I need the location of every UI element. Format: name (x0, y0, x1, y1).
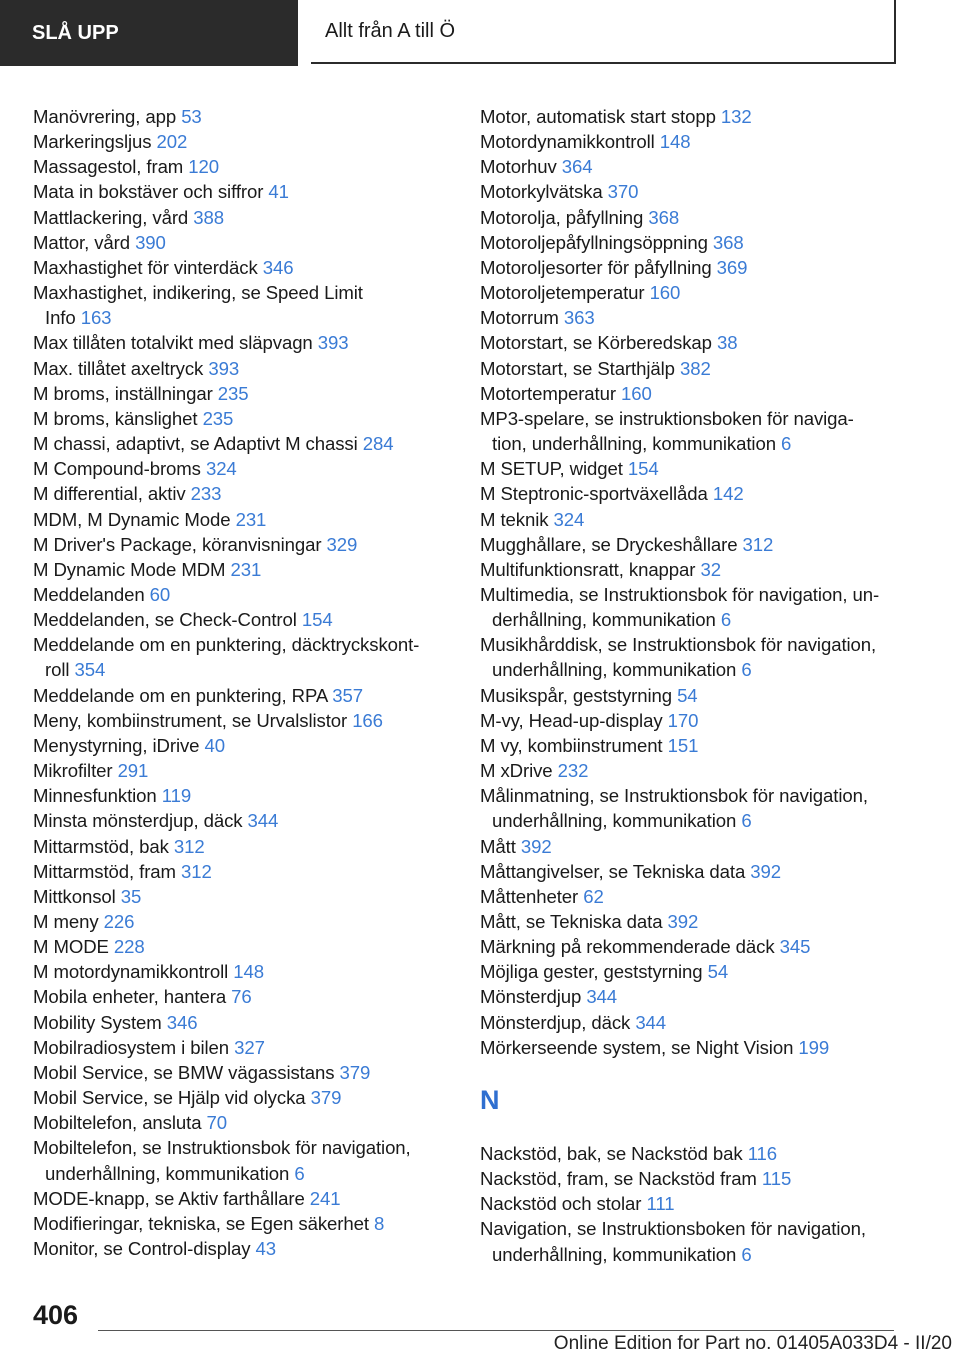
index-page-link[interactable]: 233 (190, 483, 222, 505)
index-group-n (480, 1141, 905, 1267)
index-entry (33, 1035, 463, 1060)
index-entry-text: Maxhastighet för vinterdäck (33, 256, 258, 278)
index-entry-continuation-text: Info (45, 307, 76, 329)
index-entry (480, 356, 905, 381)
index-entry-text: Mugghållare, se Dryckeshållare (480, 533, 738, 555)
index-entry (480, 154, 905, 179)
index-entry-text: Manövrering, app (33, 106, 177, 127)
index-entry-text: Nackstöd, fram, se Nackstöd fram (480, 1168, 757, 1190)
page-number: 406 (33, 1300, 79, 1330)
index-entry-text: Nackstöd och stolar (480, 1193, 642, 1215)
index-entry-text: MODE-knapp, se Aktiv farthållare (33, 1187, 305, 1209)
index-page-link[interactable]: 38 (716, 332, 738, 354)
index-entry-text: Navigation, se Instruktionsboken för navigation, (480, 1218, 866, 1240)
index-entry (33, 1186, 463, 1211)
index-page-link[interactable]: 6 (741, 659, 752, 681)
index-entry-text: M Compound-broms (33, 458, 201, 480)
index-group-m (480, 104, 905, 1060)
index-entry-text: M chassi, adaptivt, se Adaptivt M chassi (33, 433, 358, 455)
index-entry (480, 532, 905, 557)
index-entry-continuation (480, 808, 905, 833)
index-entry-text: Motoroljepåfyllningsöppning (480, 231, 708, 253)
index-page-link[interactable]: 329 (326, 533, 358, 555)
index-page-link[interactable]: 235 (217, 382, 249, 404)
index-entry-text: Motorhuv (480, 156, 557, 178)
index-page-link[interactable]: 327 (234, 1036, 265, 1058)
footer-edition: Online Edition for Part no. 01405A033D4 - II/20 (553, 1333, 952, 1354)
index-entry (480, 104, 905, 129)
index-page-link[interactable]: 393 (208, 357, 240, 379)
index-entry (480, 1035, 905, 1060)
index-entry (480, 1191, 905, 1216)
index-entry (33, 406, 463, 431)
index-entry (33, 129, 463, 154)
index-page-link[interactable]: 344 (247, 810, 279, 832)
index-page-link[interactable]: 119 (161, 785, 192, 807)
index-page-link[interactable]: 345 (779, 936, 811, 958)
index-page-link[interactable]: 154 (627, 458, 659, 480)
index-page-link[interactable]: 8 (374, 1212, 385, 1234)
index-entry-text: Meddelande om en punktering, däcktryckskont- (33, 634, 420, 656)
index-entry-text: M MODE (33, 936, 109, 958)
index-entry-continuation (480, 657, 905, 682)
index-entry (480, 1141, 905, 1166)
index-entry (33, 356, 463, 381)
index-entry-text: M broms, känslighet (33, 407, 198, 429)
index-entry-text: Motor, automatisk start stopp (480, 106, 716, 127)
index-entry (480, 859, 905, 884)
index-entry-text: Meddelanden (33, 583, 145, 605)
index-entry-text: Musikspår, geststyrning (480, 684, 672, 706)
index-page-link[interactable]: 226 (103, 911, 135, 932)
index-entry-text: Mattor, vård (33, 231, 130, 253)
index-page-link[interactable]: 142 (712, 483, 744, 505)
index-entry (33, 1211, 463, 1236)
index-entry (480, 1166, 905, 1191)
index-entry-continuation (33, 305, 463, 330)
index-entry-text: Mittarmstöd, bak (33, 835, 169, 857)
index-entry (33, 255, 463, 280)
index-entry-text: M vy, kombiinstrument (480, 734, 663, 756)
index-entry (480, 884, 905, 909)
index-entry-continuation (33, 657, 463, 682)
index-entry (480, 507, 905, 532)
index-entry-text: Motorrum (480, 307, 559, 329)
index-page-link[interactable]: 344 (635, 1011, 667, 1033)
index-entry (33, 1236, 463, 1261)
index-page-link[interactable]: 199 (798, 1036, 830, 1058)
index-entry (33, 783, 463, 808)
index-entry (480, 733, 905, 758)
index-entry-text: Motorstart, se Körberedskap (480, 332, 712, 354)
index-entry-text: Mikrofilter (33, 760, 113, 782)
index-entry-text: Meny, kombiinstrument, se Urvalslistor (33, 709, 348, 731)
index-entry-text: Mata in bokstäver och siffror (33, 181, 264, 203)
index-page-link[interactable]: 324 (205, 458, 237, 480)
index-entry-continuation-text: tion, underhållning, kommunikation (492, 433, 776, 455)
index-entry (33, 1110, 463, 1135)
index-entry-continuation-text: underhållning, kommunikation (492, 1243, 737, 1265)
index-entry-text: M meny (33, 911, 99, 932)
index-page-link[interactable]: 6 (741, 810, 752, 832)
index-entry (33, 834, 463, 859)
index-entry (480, 934, 905, 959)
index-entry-text: Multifunktionsratt, knappar (480, 558, 696, 580)
index-page-link[interactable]: 70 (206, 1112, 228, 1134)
index-page-link[interactable]: 344 (586, 986, 618, 1008)
index-entry-text: Monitor, se Control-display (33, 1238, 251, 1260)
index-page-link[interactable]: 379 (310, 1087, 342, 1109)
index-page-link[interactable]: 115 (761, 1168, 792, 1190)
index-entry-text: Minsta mönsterdjup, däck (33, 810, 243, 832)
index-entry-text: Massagestol, fram (33, 156, 184, 178)
index-page-link[interactable]: 6 (741, 1243, 752, 1265)
index-entry (33, 431, 463, 456)
index-entry-continuation (480, 1242, 905, 1267)
index-entry (33, 205, 463, 230)
index-entry-text: Mobil Service, se Hjälp vid olycka (33, 1087, 306, 1109)
index-page-link[interactable]: 390 (135, 231, 166, 253)
index-entry (33, 1085, 463, 1110)
index-entry-text: Måttangivelser, se Tekniska data (480, 860, 746, 882)
index-entry (33, 1135, 463, 1185)
index-page-link[interactable]: 76 (231, 986, 252, 1008)
index-page-link[interactable]: 111 (646, 1193, 675, 1215)
index-entry (33, 708, 463, 733)
index-entry-text: Mobiltelefon, se Instruktionsbok för navigation, (33, 1137, 411, 1159)
index-entry (480, 406, 905, 456)
index-entry-continuation-text: underhållning, kommunikation (492, 810, 737, 832)
index-page-link[interactable]: 148 (233, 961, 264, 983)
index-entry (480, 909, 905, 934)
index-entry-text: Multimedia, se Instruktionsbok för navigation, un- (480, 583, 880, 605)
index-entry (33, 607, 463, 632)
index-entry (480, 280, 905, 305)
index-entry (33, 532, 463, 557)
index-entry (33, 632, 463, 682)
index-page-link[interactable]: 392 (667, 911, 699, 932)
index-entry (33, 959, 463, 984)
index-page-link[interactable]: 32 (700, 558, 721, 580)
index-entry-text: Mobility System (33, 1011, 162, 1033)
index-entry-text: Mobila enheter, hantera (33, 986, 227, 1008)
index-entry-text: Mittarmstöd, fram (33, 860, 176, 882)
index-page-link[interactable]: 132 (720, 106, 752, 127)
index-entry (33, 280, 463, 330)
index-entry-text: M-vy, Head-up-display (480, 709, 663, 731)
index-entry (33, 230, 463, 255)
index-page-link[interactable]: 40 (204, 734, 225, 756)
index-entry (33, 984, 463, 1009)
footer-divider (98, 1330, 894, 1331)
chapter-title-label: Allt från A till Ö (325, 19, 456, 42)
index-entry-text: Motoroljesorter för påfyllning (480, 256, 712, 278)
index-entry-text: M Dynamic Mode MDM (33, 558, 226, 580)
index-entry (33, 733, 463, 758)
index-entry (33, 582, 463, 607)
index-page-link[interactable]: 6 (294, 1162, 305, 1184)
index-page-link[interactable]: 166 (352, 709, 383, 731)
index-entry (480, 582, 905, 632)
index-page-link[interactable]: 160 (621, 382, 652, 404)
index-page-link[interactable]: 54 (707, 961, 729, 983)
index-entry (33, 909, 463, 934)
index-entry-continuation (33, 1161, 463, 1186)
index-page-link[interactable]: 368 (712, 231, 744, 253)
index-entry-text: Motorstart, se Starthjälp (480, 357, 675, 379)
index-entry (480, 255, 905, 280)
index-entry-continuation-text: roll (45, 659, 70, 681)
index-entry-text: Mönsterdjup (480, 986, 582, 1008)
index-entry (33, 104, 463, 129)
index-entry-text: Motorkylvätska (480, 181, 603, 203)
index-entry (480, 205, 905, 230)
index-entry (33, 808, 463, 833)
index-page-link[interactable]: 312 (173, 835, 205, 857)
index-entry (33, 1010, 463, 1035)
index-entry-text: Meddelande om en punktering, RPA (33, 684, 328, 706)
index-entry-continuation-text: underhållning, kommunikation (492, 659, 737, 681)
index-entry-continuation (480, 431, 905, 456)
index-entry-text: Menystyrning, iDrive (33, 734, 200, 756)
index-entry (480, 179, 905, 204)
index-entry-continuation-text: underhållning, kommunikation (45, 1162, 290, 1184)
index-entry-text: Måttenheter (480, 885, 579, 907)
index-entry-text: Mått, se Tekniska data (480, 911, 663, 932)
index-page-link[interactable]: 116 (747, 1142, 778, 1164)
index-page-link[interactable]: 393 (317, 332, 349, 354)
chapter-title (311, 0, 896, 64)
index-page-link[interactable]: 312 (742, 533, 774, 555)
index-page-link[interactable]: 357 (332, 684, 363, 706)
index-entry (33, 456, 463, 481)
index-page-link[interactable]: 170 (667, 709, 699, 731)
index-entry-text: Max tillåten totalvikt med släpvagn (33, 332, 313, 354)
index-entry-text: M broms, inställningar (33, 382, 213, 404)
index-page-link[interactable]: 163 (80, 307, 112, 329)
index-page-link[interactable]: 60 (149, 583, 171, 605)
index-entry-text: M Driver's Package, köranvisningar (33, 533, 322, 555)
index-entry-text: Markeringsljus (33, 131, 152, 153)
index-entry-text: Möjliga gester, geststyrning (480, 961, 703, 983)
index-entry (33, 179, 463, 204)
index-page-link[interactable]: 202 (156, 131, 188, 153)
index-page-link[interactable]: 346 (166, 1011, 198, 1033)
index-entry (480, 783, 905, 833)
index-entry (480, 959, 905, 984)
index-entry-text: Motordynamikkontroll (480, 131, 655, 153)
index-column-left (33, 104, 463, 1261)
index-entry (480, 456, 905, 481)
index-page-link[interactable]: 41 (268, 181, 289, 203)
index-entry-text: Musikhårddisk, se Instruktionsbok för navigation, (480, 634, 877, 656)
index-page-link[interactable]: 291 (117, 760, 149, 782)
index-entry (480, 708, 905, 733)
index-entry-text: Motortemperatur (480, 382, 616, 404)
index-entry-text: M differential, aktiv (33, 483, 186, 505)
index-page-link[interactable]: 54 (677, 684, 698, 706)
index-entry (480, 632, 905, 682)
index-entry (33, 859, 463, 884)
index-entry-text: Mobilradiosystem i bilen (33, 1036, 230, 1058)
index-entry-text: Mobiltelefon, ansluta (33, 1112, 202, 1134)
index-page-link[interactable]: 324 (553, 508, 585, 530)
index-entry (480, 683, 905, 708)
index-page-link[interactable]: 312 (181, 860, 212, 882)
index-page-link[interactable]: 120 (188, 156, 220, 178)
index-page-link[interactable]: 284 (362, 433, 394, 455)
index-page-link[interactable]: 379 (339, 1061, 371, 1083)
index-page-link[interactable]: 6 (781, 433, 792, 455)
index-page-link[interactable]: 53 (181, 106, 202, 127)
index-column-right (480, 104, 905, 1267)
index-entry-continuation (480, 607, 905, 632)
index-entry-continuation-text: derhållning, kommunikation (492, 609, 716, 631)
index-page-link[interactable]: 6 (720, 609, 732, 631)
index-entry (33, 884, 463, 909)
index-page-link[interactable]: 346 (262, 256, 294, 278)
index-entry (33, 330, 463, 355)
index-page-link[interactable]: 392 (750, 860, 781, 882)
index-page-link[interactable]: 148 (659, 131, 691, 153)
index-entry (480, 758, 905, 783)
index-page-link[interactable]: 43 (255, 1238, 276, 1260)
section-letter-n: N (480, 1084, 500, 1115)
index-page-link[interactable]: 392 (520, 835, 552, 857)
index-page-link[interactable]: 364 (561, 156, 593, 178)
index-entry (33, 154, 463, 179)
index-entry-text: Mobil Service, se BMW vägassistans (33, 1061, 335, 1083)
index-entry (480, 230, 905, 255)
index-page-link[interactable]: 382 (679, 357, 711, 379)
index-entry-text: Nackstöd, bak, se Nackstöd bak (480, 1142, 743, 1164)
index-entry (33, 758, 463, 783)
index-entry-text: Motorolja, påfyllning (480, 206, 644, 228)
index-entry (480, 1010, 905, 1035)
index-page-link[interactable]: 370 (607, 181, 639, 203)
index-entry-text: Motoroljetemperatur (480, 282, 645, 304)
index-entry (480, 557, 905, 582)
index-page-link[interactable]: 154 (301, 609, 333, 631)
index-entry-text: Modifieringar, tekniska, se Egen säkerhet (33, 1212, 369, 1234)
index-page-link[interactable]: 62 (583, 885, 604, 907)
index-entry-text: Mörkerseende system, se Night Vision (480, 1036, 794, 1058)
index-entry-text: Minnesfunktion (33, 785, 157, 807)
index-entry (33, 381, 463, 406)
index-entry (480, 129, 905, 154)
index-entry (480, 381, 905, 406)
index-entry-text: Märkning på rekommenderade däck (480, 936, 775, 958)
index-page-link[interactable]: 160 (649, 282, 681, 304)
index-entry-text: Meddelanden, se Check-Control (33, 609, 297, 631)
index-page-link[interactable]: 363 (563, 307, 595, 329)
index-entry-text: MP3-spelare, se instruktionsboken för naviga- (480, 407, 854, 429)
index-entry-text: M motordynamikkontroll (33, 961, 229, 983)
index-page-link[interactable]: 388 (193, 206, 224, 228)
index-entry-text: M xDrive (480, 760, 553, 782)
index-entry (480, 834, 905, 859)
index-entry (480, 1216, 905, 1266)
index-entry-text: Mattlackering, vård (33, 206, 189, 228)
index-entry-text: M SETUP, widget (480, 458, 623, 480)
index-page-link[interactable]: 232 (557, 760, 589, 782)
index-page-link[interactable]: 368 (648, 206, 680, 228)
index-entry (480, 305, 905, 330)
index-entry-text: MDM, M Dynamic Mode (33, 508, 231, 530)
index-entry-text: Mönsterdjup, däck (480, 1011, 631, 1033)
index-entry (480, 330, 905, 355)
index-entry-text: Max. tillåtet axeltryck (33, 357, 204, 379)
index-entry-text: Målinmatning, se Instruktionsbok för navigation, (480, 785, 868, 807)
index-entry (480, 984, 905, 1009)
page-header (0, 0, 960, 66)
index-page-link[interactable]: 231 (230, 558, 262, 580)
index-entry-text: Mått (480, 835, 516, 857)
index-page-link[interactable]: 235 (202, 407, 234, 429)
index-entry-text: Mittkonsol (33, 885, 116, 907)
index-page-link[interactable]: 354 (74, 659, 106, 681)
index-entry (33, 507, 463, 532)
index-entry (33, 481, 463, 506)
index-entry-text: M Steptronic-sportväxellåda (480, 483, 708, 505)
index-page-link[interactable]: 231 (235, 508, 267, 530)
index-entry-text: M teknik (480, 508, 549, 530)
index-page-link[interactable]: 228 (113, 936, 145, 958)
index-page-link[interactable]: 35 (120, 885, 142, 907)
index-entry (480, 481, 905, 506)
index-page-link[interactable]: 151 (667, 734, 699, 756)
index-entry (33, 1060, 463, 1085)
index-entry (33, 557, 463, 582)
index-entry (33, 934, 463, 959)
tab-sla-upp-label: SLÅ UPP (32, 21, 119, 44)
index-entry-text: Maxhastighet, indikering, se Speed Limit (33, 282, 363, 304)
index-page-link[interactable]: 241 (309, 1187, 341, 1209)
index-page-link[interactable]: 369 (716, 256, 748, 278)
tab-sla-upp[interactable] (0, 0, 298, 66)
index-entry (33, 683, 463, 708)
